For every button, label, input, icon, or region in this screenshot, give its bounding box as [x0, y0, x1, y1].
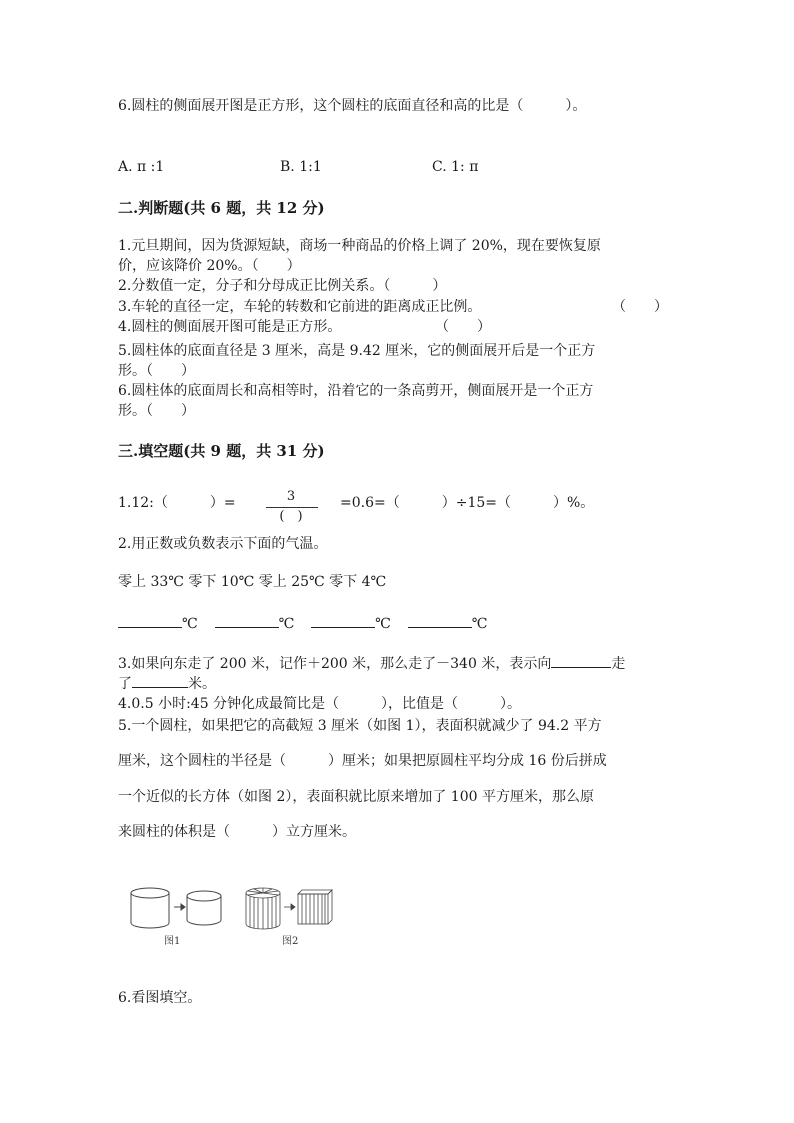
section-heading-judge: 二.判断题(共 6 题，共 12 分)	[118, 199, 325, 217]
judge-q6-line1: 6.圆柱体的底面周长和高相等时，沿着它的一条高剪开，侧面展开是一个正方	[118, 383, 594, 399]
fraction-denominator: ( )	[279, 509, 303, 524]
fraction-bar	[266, 507, 318, 508]
fill-q3-line1	[118, 653, 625, 674]
judge-q1-line2: 价，应该降价 20%。（ ）	[118, 258, 301, 274]
cylinder-figures	[124, 880, 354, 950]
fill-q3-text-c: 了	[118, 676, 132, 692]
option-a: A. π :1	[118, 159, 165, 175]
fill-q5-line2: 厘米，这个圆柱的半径是（ ）厘米；如果把原圆柱平均分成 16 份后拼成	[118, 753, 607, 769]
blank-line	[132, 673, 188, 688]
fill-q6: 6.看图填空。	[118, 990, 202, 1006]
fill-q1-suffix: =0.6=（ ）÷15=（ ）%。	[340, 495, 595, 511]
fill-q2: 2.用正数或负数表示下面的气温。	[118, 536, 328, 552]
judge-q4-paren: （ ）	[435, 319, 491, 335]
unit-label: ℃	[471, 616, 488, 632]
judge-q6-line2: 形。（ ）	[118, 403, 195, 419]
fill-q3-text-b: 走	[611, 656, 626, 672]
blank-line	[408, 613, 472, 628]
fill-q1-fraction	[262, 489, 320, 529]
fill-q2-temps: 零上 33℃ 零下 10℃ 零上 25℃ 零下 4℃	[118, 574, 387, 590]
blank-line	[551, 653, 611, 668]
fill-q3-text-a: 3.如果向东走了 200 米，记作＋200 米，那么走了－340 米，表示向	[118, 656, 552, 672]
unit-label: ℃	[278, 616, 295, 632]
blank-line	[118, 613, 182, 628]
judge-q5-line1: 5.圆柱体的底面直径是 3 厘米，高是 9.42 厘米，它的侧面展开后是一个正方	[118, 343, 596, 359]
fill-q5-line1: 5.一个圆柱，如果把它的高截短 3 厘米（如图 1），表面积就减少了 94.2 平方	[118, 718, 602, 734]
fill-q3-text-d: 米。	[188, 676, 216, 692]
figure-2-caption: 图2	[282, 936, 299, 947]
judge-q2: 2.分数值一定，分子和分母成正比例关系。（ ）	[118, 278, 447, 294]
fill-q1-prefix: 1.12:（ ）=	[118, 495, 236, 511]
blank-line	[311, 613, 375, 628]
judge-q1-line1: 1.元旦期间，因为货源短缺，商场一种商品的价格上调了 20%，现在要恢复原	[118, 238, 601, 254]
judge-q3: 3.车轮的直径一定，车轮的转数和它前进的距离成正比例。	[118, 299, 482, 315]
option-b: B. 1:1	[280, 159, 322, 175]
fraction-numerator: 3	[286, 489, 296, 504]
judge-q5-line2: 形。（ ）	[118, 363, 195, 379]
blank-line	[215, 613, 279, 628]
fill-q5-line3: 一个近似的长方体（如图 2），表面积就比原来增加了 100 平方厘米，那么原	[118, 789, 594, 805]
unit-label: ℃	[375, 616, 391, 632]
cylinder-diagram	[124, 880, 354, 940]
section-heading-fill: 三.填空题(共 9 题，共 31 分)	[118, 442, 325, 460]
fill-q3-line2	[118, 673, 216, 694]
figure-1-caption: 图1	[164, 936, 181, 947]
fill-q5-line4: 来圆柱的体积是（ ）立方厘米。	[118, 824, 356, 840]
option-c: C. 1: π	[432, 159, 479, 175]
unit-label: ℃	[182, 616, 198, 632]
temperature-blanks	[118, 613, 487, 634]
judge-q3-paren: （ ）	[612, 299, 668, 315]
judge-q4: 4.圆柱的侧面展开图可能是正方形。	[118, 319, 342, 335]
question-text: 6.圆柱的侧面展开图是正方形，这个圆柱的底面直径和高的比是（ ）。	[118, 98, 587, 114]
fill-q4: 4.0.5 小时:45 分钟化成最简比是（ ），比值是（ ）。	[118, 696, 522, 712]
